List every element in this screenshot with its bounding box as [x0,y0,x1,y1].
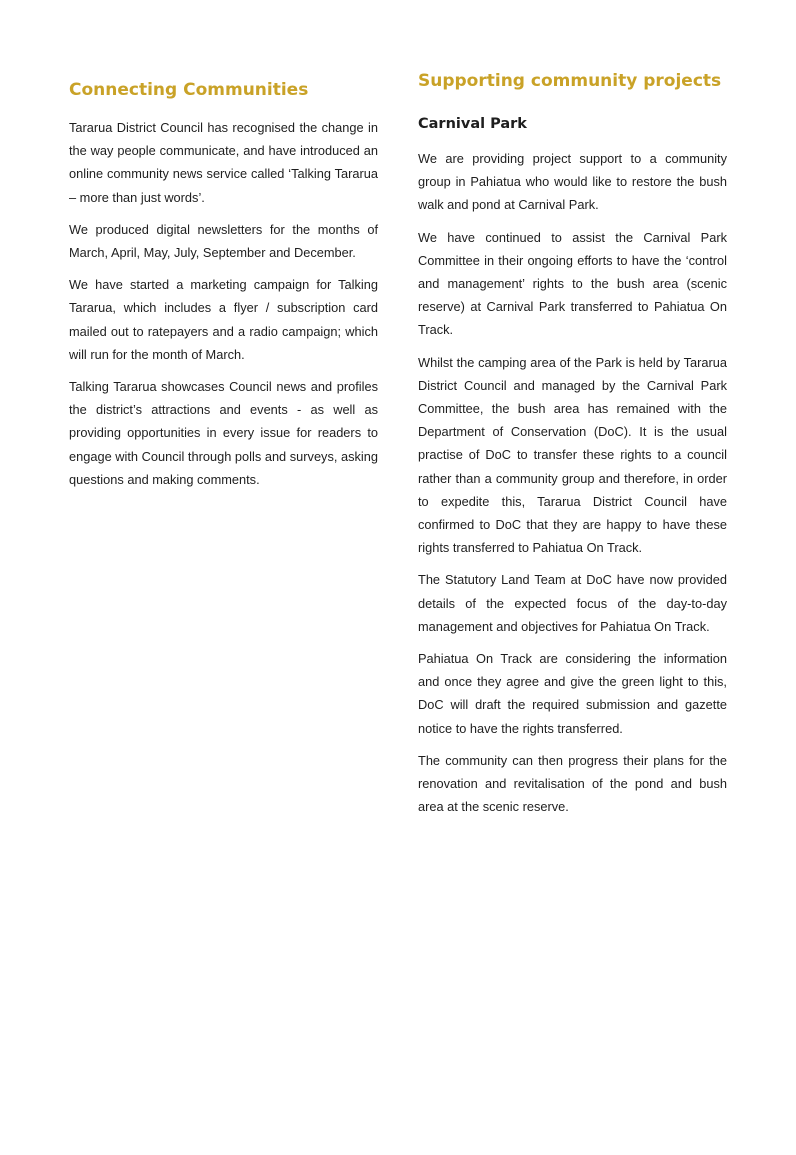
paragraph: We are providing project support to a community group in Pahiatua who would like to restore the bush walk and pond at Carnival Park. [418,151,727,213]
paragraph: We have started a marketing campaign for Talking Tararua, which includes a flyer / subscription card mailed out to ratepayers and a radio campaign; which will run for the month of March. [69,277,378,362]
paragraph: We produced digital newsletters for the months of March, April, May, July, September and December. [69,221,378,261]
supporting-community-projects-heading: Supporting community projects [418,71,722,91]
paragraph: Pahiatua On Track are considering the information and once they agree and give the green light to this, DoC will draft the required submission and gazette notice to have the rights transferred. [418,651,727,736]
right-column-body [418,147,727,827]
paragraph: The Statutory Land Team at DoC have now provided details of the expected focus of the day-to-day management and objectives for Pahiatua On Track. [418,572,727,634]
connecting-communities-heading: Connecting Communities [69,80,309,100]
paragraph: Talking Tararua showcases Council news and profiles the district’s attractions and events - as well as providing opportunities in every issue for readers to engage with Council through polls and surveys, asking questions and making comments. [69,379,378,487]
paragraph: The community can then progress their plans for the renovation and revitalisation of the pond and bush area at the scenic reserve. [418,752,727,815]
carnival-park-subheading: Carnival Park [418,116,527,132]
paragraph: Whilst the camping area of the Park is held by Tararua District Council and managed by the Carnival Park Committee, the bush area has remained with the Department of Conservation (DoC). It is the usual practise of DoC to transfer these rights to a council rather than a community group and therefore, in order to expedite this, Tararua District Council have confirmed to DoC that they are happy to have these rights transferred to Pahiatua On Track. [418,354,727,556]
paragraph: We have continued to assist the Carnival Park Committee in their ongoing efforts to have the ‘control and management’ rights to the bush area (scenic reserve) at Carnival Park transferred to Pahiatua On Track. [418,229,727,338]
paragraph: Tararua District Council has recognised the change in the way people communicate, and have introduced an online community news service called ‘Talking Tararua – more than just words’. [69,120,378,205]
left-column-body [69,116,378,500]
